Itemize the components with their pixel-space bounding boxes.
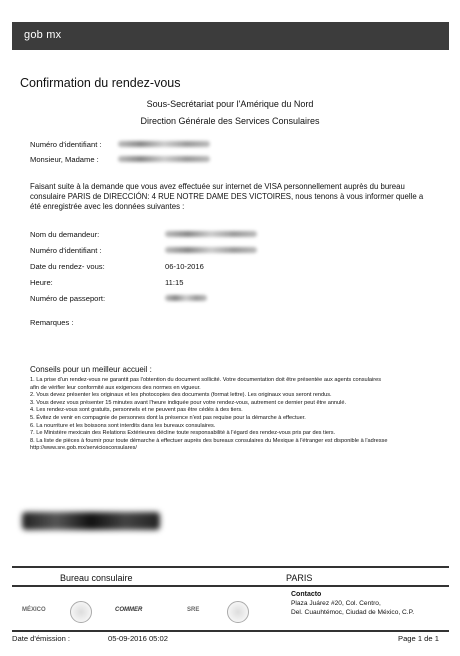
redacted-applicant	[165, 231, 257, 237]
date-label: Date du rendez- vous:	[30, 262, 105, 271]
bureau-value: PARIS	[286, 573, 313, 583]
top-bar	[12, 22, 449, 50]
tip-line: 8. La liste de pièces à fournir pour toute démarche à effectuer auprès des bureaux consulaires du Mexique à l'étranger est disponible à l'adresse	[30, 437, 388, 444]
detail-id-label: Numéro d'identifiant :	[30, 246, 102, 255]
contact-title: Contacto	[291, 591, 322, 598]
bureau-label: Bureau consulaire	[60, 573, 133, 583]
emission-label: Date d'émission :	[12, 634, 71, 643]
redacted-name	[118, 156, 210, 162]
tip-line: 4. Les rendez-vous sont gratuits, personnels et ne peuvent pas être cédés à des tiers.	[30, 407, 243, 414]
tip-line: 6. La nourriture et les boissons sont interdits dans les bureaux consulaires.	[30, 422, 216, 429]
applicant-label: Nom du demandeur:	[30, 230, 100, 239]
page-title: Confirmation du rendez-vous	[20, 76, 181, 90]
tip-line: 3. Vous devez vous présenter 15 minutes avant l'heure indiquée pour votre rendez-vous, autrement ce dernier peut être annulé.	[30, 399, 347, 406]
emission-value: 05-09-2016 05:02	[108, 634, 168, 643]
footer-logos	[12, 598, 277, 628]
tip-line: 1. La prise d'un rendez-vous ne garantit pas l'obtention du document sollicité. Votre documentation doit être présentée aux agents consulaires	[30, 377, 382, 383]
footer-divider-mid	[12, 585, 449, 587]
redacted-barcode	[22, 512, 160, 530]
sre-seal-icon	[227, 601, 249, 623]
sre-logo: SRE	[187, 607, 200, 613]
intro-line-1: Faisant suite à la demande que vous avez effectuée sur internet de VISA personnellement auprès du bureau	[30, 182, 405, 191]
passport-label: Numéro de passeport:	[30, 294, 106, 303]
date-value: 06-10-2016	[165, 262, 204, 271]
redacted-id	[118, 141, 210, 147]
gobmx-logo: gob mx	[24, 29, 62, 41]
tip-line: afin de vérifier leur conformité aux exigences des normes en vigueur.	[30, 384, 201, 391]
time-label: Heure:	[30, 278, 53, 287]
contact-line-2: Del. Cuauhtémoc, Ciudad de México, C.P.	[291, 609, 415, 616]
intro-line-3: été enregistrée avec les données suivantes :	[30, 202, 185, 211]
contact-line-1: Plaza Juárez #20, Col. Centro,	[291, 600, 381, 607]
tips-list	[30, 377, 440, 453]
footer-divider-top	[12, 566, 449, 568]
time-value: 11:15	[165, 278, 184, 287]
commer-logo: COMMER	[115, 607, 143, 613]
tips-title: Conseils pour un meilleur accueil :	[30, 365, 152, 374]
tip-line: 7. Le Ministère mexicain des Relations Extérieures décline toute responsabilité à l'égard des rendez-vous pris par des tiers.	[30, 430, 336, 437]
mexico-logo: MÉXICO	[22, 607, 46, 613]
top-name-label: Monsieur, Madame :	[30, 155, 99, 164]
org-line-1: Sous-Secrétariat pour l'Amérique du Nord	[146, 99, 314, 109]
redacted-detail-id	[165, 247, 257, 253]
remarks-label: Remarques :	[30, 318, 74, 327]
tip-link[interactable]: http://www.sre.gob.mx/serviciosconsulares/	[30, 445, 137, 452]
footer-divider-bottom	[12, 630, 449, 632]
eagle-seal-icon	[70, 601, 92, 623]
intro-line-2: consulaire PARIS de DIRECCIÓN: 4 RUE NOTRE DAME DES VICTOIRES, nous tenons à vous informer quelle a	[30, 192, 424, 201]
org-line-2: Direction Générale des Services Consulaires	[140, 116, 320, 126]
page-number: Page 1 de 1	[398, 634, 439, 643]
tip-line: 2. Vous devez présenter les originaux et les photocopies des documents (format lettre). Les originaux vous seront rendus.	[30, 392, 332, 399]
contact-block	[291, 590, 414, 617]
top-id-label: Numéro d'identifiant :	[30, 140, 102, 149]
redacted-passport	[165, 295, 207, 301]
tip-line: 5. Évitez de venir en compagnie de personnes dont la présence n'est pas requise pour la démarche à effectuer.	[30, 414, 306, 421]
